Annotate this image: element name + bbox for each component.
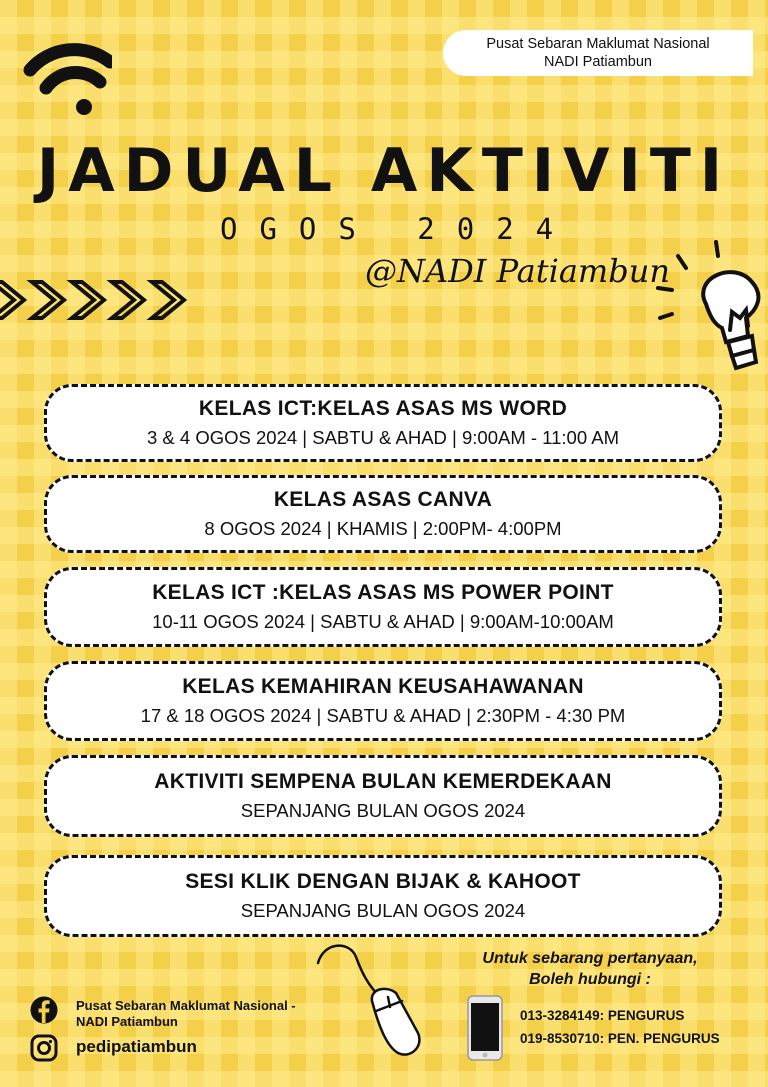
contact-number: 019-8530710: PEN. PENGURUS — [520, 1031, 720, 1046]
org-name-line2: NADI Patiambun — [544, 54, 652, 70]
contact-heading-line1: Untuk sebarang pertanyaan, — [482, 950, 698, 967]
facebook-name-line2: NADI Patiambun — [76, 1014, 178, 1029]
lightbulb-icon — [656, 238, 768, 373]
contact-list — [520, 1004, 720, 1050]
activity-card — [44, 475, 722, 553]
activity-card — [44, 384, 722, 462]
activity-title: KELAS ICT:KELAS ASAS MS WORD — [198, 397, 568, 420]
smartphone-icon — [467, 995, 503, 1061]
contact-number: 013-3284149: PENGURUS — [520, 1008, 685, 1023]
facebook-name-line1: Pusat Sebaran Maklumat Nasional - — [76, 998, 296, 1013]
chevron-arrows-icon — [0, 276, 205, 324]
activity-card — [44, 755, 722, 837]
organization-badge — [443, 30, 753, 76]
facebook-icon — [30, 996, 58, 1024]
activity-detail: 3 & 4 OGOS 2024 | SABTU & AHAD | 9:00AM - 11:00 AM — [147, 427, 619, 448]
activity-title: SESI KLIK DENGAN BIJAK & KAHOOT — [185, 870, 581, 893]
org-name-line1: Pusat Sebaran Maklumat Nasional — [486, 36, 710, 52]
activity-title: KELAS ASAS CANVA — [273, 488, 493, 511]
poster-title: JADUAL AKTIVITI — [36, 136, 732, 206]
activity-title: KELAS ICT :KELAS ASAS MS POWER POINT — [152, 581, 614, 604]
poster-tagline: @NADI Patiambun — [365, 252, 670, 290]
instagram-icon — [30, 1034, 58, 1062]
activity-title: KELAS KEMAHIRAN KEUSAHAWANAN — [182, 675, 584, 698]
facebook-page-name — [76, 998, 296, 1030]
activity-detail: 17 & 18 OGOS 2024 | SABTU & AHAD | 2:30PM - 4:30 PM — [140, 705, 626, 726]
activity-detail: 10-11 OGOS 2024 | SABTU & AHAD | 9:00AM-10:00AM — [152, 611, 614, 632]
activity-card — [44, 661, 722, 741]
activity-detail: SEPANJANG BULAN OGOS 2024 — [240, 800, 526, 821]
computer-mouse-icon — [310, 935, 430, 1065]
activity-card — [44, 567, 722, 647]
wifi-icon — [22, 40, 112, 120]
contact-heading — [455, 948, 725, 990]
poster-subtitle: OGOS 2024 — [220, 212, 576, 246]
activity-detail: 8 OGOS 2024 | KHAMIS | 2:00PM- 4:00PM — [204, 518, 562, 539]
activity-detail: SEPANJANG BULAN OGOS 2024 — [240, 900, 526, 921]
activity-title: AKTIVITI SEMPENA BULAN KEMERDEKAAN — [154, 770, 612, 793]
contact-heading-line2: Boleh hubungi : — [529, 971, 651, 988]
activity-card — [44, 855, 722, 937]
instagram-handle: pedipatiambun — [76, 1037, 197, 1056]
